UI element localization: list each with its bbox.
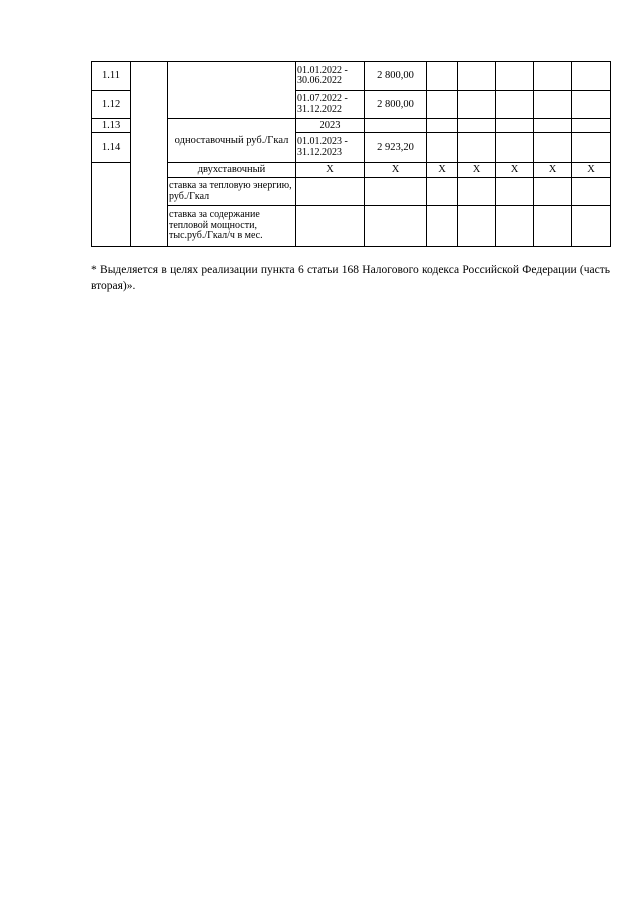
x-mark: Х: [534, 163, 572, 178]
empty-cell: [572, 91, 611, 119]
empty-cell: [496, 178, 534, 206]
period-cell: 01.07.2022 - 31.12.2022: [296, 91, 365, 119]
empty-cell: [572, 62, 611, 91]
table-row: [92, 163, 611, 178]
value-cell: [365, 119, 427, 133]
period-cell: 01.01.2022 - 30.06.2022: [296, 62, 365, 91]
empty-cell: [572, 119, 611, 133]
empty-cell: [365, 178, 427, 206]
empty-cell: [365, 206, 427, 247]
empty-cell: [296, 178, 365, 206]
footnote: * Выделяется в целях реализации пункта 6 статьи 168 Налогового кодекса Российской Федерации (часть вторая)».: [91, 264, 610, 292]
empty-cell: [458, 91, 496, 119]
x-mark: Х: [458, 163, 496, 178]
table-row: [92, 178, 611, 206]
x-mark: Х: [365, 163, 427, 178]
empty-cell: [427, 206, 458, 247]
empty-cell: [427, 62, 458, 91]
value-cell: 2 800,00: [365, 91, 427, 119]
empty-cell: [534, 119, 572, 133]
period-cell: 2023: [296, 119, 365, 133]
empty-cell: [496, 133, 534, 163]
empty-cell: [496, 62, 534, 91]
empty-cell: [572, 178, 611, 206]
value-cell: 2 923,20: [365, 133, 427, 163]
row-number: 1.14: [92, 133, 131, 163]
empty-cell: [427, 119, 458, 133]
empty-cell: [168, 62, 296, 119]
empty-cell: [427, 91, 458, 119]
table-row: [92, 119, 611, 133]
empty-cell: [458, 178, 496, 206]
tariff-table: [91, 61, 611, 247]
empty-cell: [534, 206, 572, 247]
empty-cell: [458, 133, 496, 163]
empty-cell: [458, 206, 496, 247]
two-part-rate-label: двухставочный: [168, 163, 296, 178]
period-cell: 01.01.2023 - 31.12.2023: [296, 133, 365, 163]
table-row: [92, 62, 611, 91]
heat-rate-label: ставка за тепловую энергию, руб./Гкал: [168, 178, 296, 206]
x-mark: Х: [296, 163, 365, 178]
one-part-rate-label: одноставочный руб./Гкал: [168, 119, 296, 163]
empty-cell: [296, 206, 365, 247]
row-number: 1.12: [92, 91, 131, 119]
x-mark: Х: [427, 163, 458, 178]
empty-cell: [496, 91, 534, 119]
row-number: 1.11: [92, 62, 131, 91]
empty-cell: [496, 119, 534, 133]
row-number: 1.13: [92, 119, 131, 133]
empty-cell: [427, 178, 458, 206]
x-mark: Х: [496, 163, 534, 178]
value-cell: 2 800,00: [365, 62, 427, 91]
empty-cell: [534, 91, 572, 119]
x-mark: Х: [572, 163, 611, 178]
empty-cell: [427, 133, 458, 163]
empty-cell: [572, 133, 611, 163]
empty-cell: [458, 62, 496, 91]
empty-cell: [572, 206, 611, 247]
empty-cell: [496, 206, 534, 247]
empty-cell: [534, 133, 572, 163]
empty-merged-cell: [92, 163, 131, 247]
capacity-rate-label: ставка за содержание тепловой мощности, тыс.руб./Гкал/ч в мес.: [168, 206, 296, 247]
empty-cell: [534, 62, 572, 91]
empty-cell: [534, 178, 572, 206]
empty-merged-cell: [131, 62, 168, 247]
empty-cell: [458, 119, 496, 133]
table-row: [92, 206, 611, 247]
